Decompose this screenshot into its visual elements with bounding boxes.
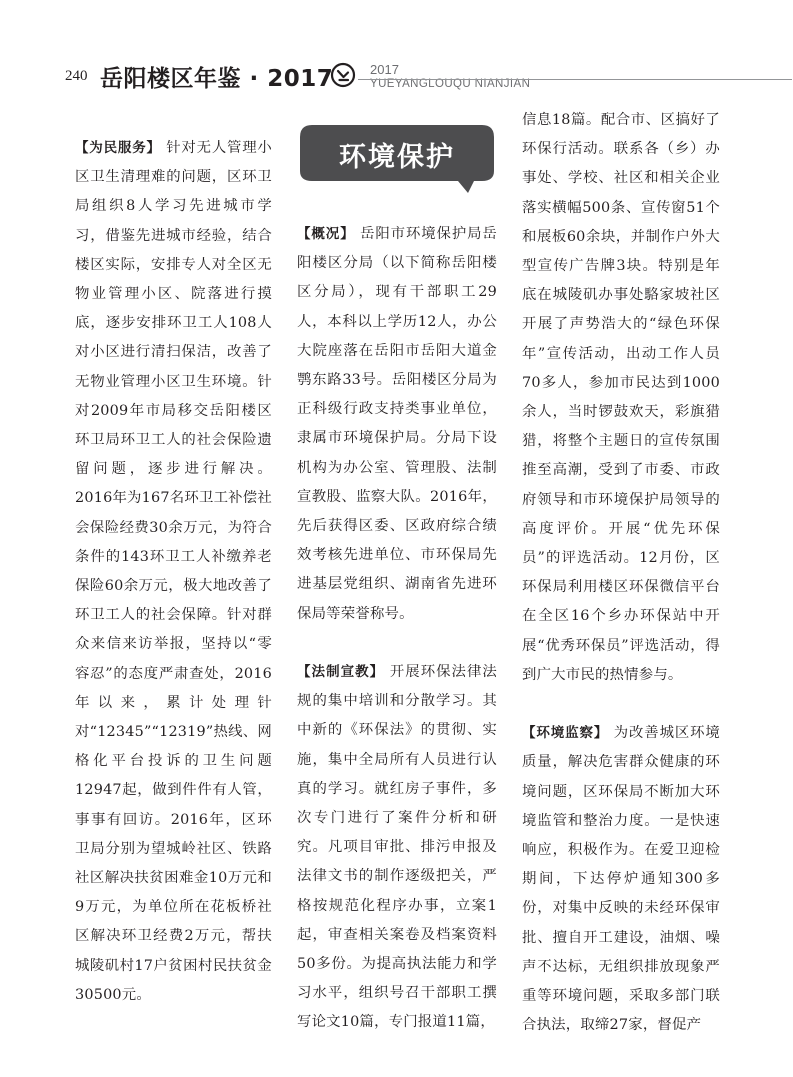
paragraph-environment-inspection bbox=[522, 719, 720, 1040]
header-divider bbox=[358, 79, 792, 80]
book-title: 岳阳楼区年鉴 · 2017 bbox=[100, 66, 334, 92]
text-column-left bbox=[75, 134, 272, 1010]
paragraph-tag: 【为民服务】 bbox=[75, 140, 161, 156]
text-column-right bbox=[522, 106, 720, 1040]
paragraph-continued bbox=[522, 106, 720, 690]
down-arrow-circle-icon bbox=[330, 62, 356, 88]
paragraph-tag: 【环境监察】 bbox=[522, 725, 609, 742]
paragraph-text: 针对无人管理小区卫生清理难的问题，区环卫局组织8人学习先进城市学习，借鉴先进城市经验，结合楼区实际，安排专人对全区无物业管理小区、院落进行摸底，逐步安排环卫工人108人对小区进行清扫保洁，改善了无物业管理小区卫生环境。针对2009年市局移交岳阳楼区环卫局环卫工人的社会保险遗留问题，逐步进行解决。2016年为167名环卫工补偿社会保险经费30余万元，为符合条件的143环卫工人补缴养老保险60余万元，极大地改善了环卫工人的社会保障。针对群众来信来访举报，坚持以“零容忍”的态度严肃查处，2016年以来，累计处理针对“12345”“12319”热线、网格化平台投诉的卫生问题12947起，做到件件有人管，事事有回访。2016年，区环卫局分别为望城岭社区、铁路社区解决扶贫困难金10万元和9万元，为单位所在花板桥社区解决环卫经费2万元，帮扶城陵矶村17户贫困村民扶贫金30500元。 bbox=[75, 140, 272, 1003]
paragraph-text: 开展环保法律法规的集中培训和分散学习。其中新的《环保法》的贯彻、实施，集中全局所有人员进行认真的学习。就红房子事件，多次专门进行了案件分析和研究。凡项目审批、排污申报及法律文书的制作逐级把关，严格按规范化程序办事，立案1起，审查相关案卷及档案资料50多份。为提高执法能力和学习水平，组织号召干部职工撰写论文10篇，专门报道11篇， bbox=[297, 664, 497, 1031]
paragraph-overview bbox=[297, 220, 497, 629]
section-banner bbox=[298, 123, 496, 195]
page-header bbox=[0, 0, 793, 110]
paragraph-text: 岳阳市环境保护局岳阳楼区分局（以下简称岳阳楼区分局），现有干部职工29人，本科以上学历12人，办公大院座落在岳阳市岳阳大道金鹗东路33号。岳阳楼区分局为正科级行政支持类事业单位，隶属市环境保护局。分局下设机构为办公室、管理股、法制宣教股、监察大队。2016年，先后获得区委、区政府综合绩效考核先进单位、市环保局先进基层党组织、湖南省先进环保局等荣誉称号。 bbox=[297, 226, 497, 622]
paragraph-public-service bbox=[75, 134, 272, 1010]
paragraph-tag: 【概况】 bbox=[297, 226, 355, 242]
page-number: 240 bbox=[65, 68, 88, 84]
paragraph-text: 为改善城区环境质量，解决危害群众健康的环境问题，区环保局不断加大环境监管和整治力度。一是快速响应，积极作为。在爱卫迎检期间，下达停炉通知300多份，对集中反映的未经环保审批、擅自开工建设，油烟、噪声不达标，无组织排放现象严重等环境问题，采取多部门联合执法，取缔27家，督促产 bbox=[522, 725, 720, 1034]
english-name: YUEYANGLOUQU NIANJIAN bbox=[370, 78, 531, 90]
paragraph-text: 信息18篇。配合市、区搞好了环保行活动。联系各（乡）办事处、学校、社区和相关企业落实横幅500条、宣传窗51个和展板60余块，并制作户外大型宣传广告牌3块。特别是年底在城陵矶办事处駱家坡社区开展了声势浩大的“绿色环保年”宣传活动，出动工作人员70多人，参加市民达到1000余人，当时锣鼓欢天，彩旗猎猎，将整个主题日的宣传氛围推至高潮，受到了市委、市政府领导和市环境保护局领导的高度评价。开展“优先环保员”的评选活动。12月份，区环保局利用楼区环保微信平台在全区16个乡办环保站中开展“优秀环保员”评选活动，得到广大市民的热情参与。 bbox=[522, 112, 720, 683]
paragraph-tag: 【法制宣教】 bbox=[297, 664, 385, 681]
paragraph-legal-education bbox=[297, 658, 497, 1038]
section-title: 环境保护 bbox=[339, 142, 455, 173]
text-column-middle bbox=[297, 220, 497, 1038]
english-year: 2017 bbox=[370, 62, 399, 77]
